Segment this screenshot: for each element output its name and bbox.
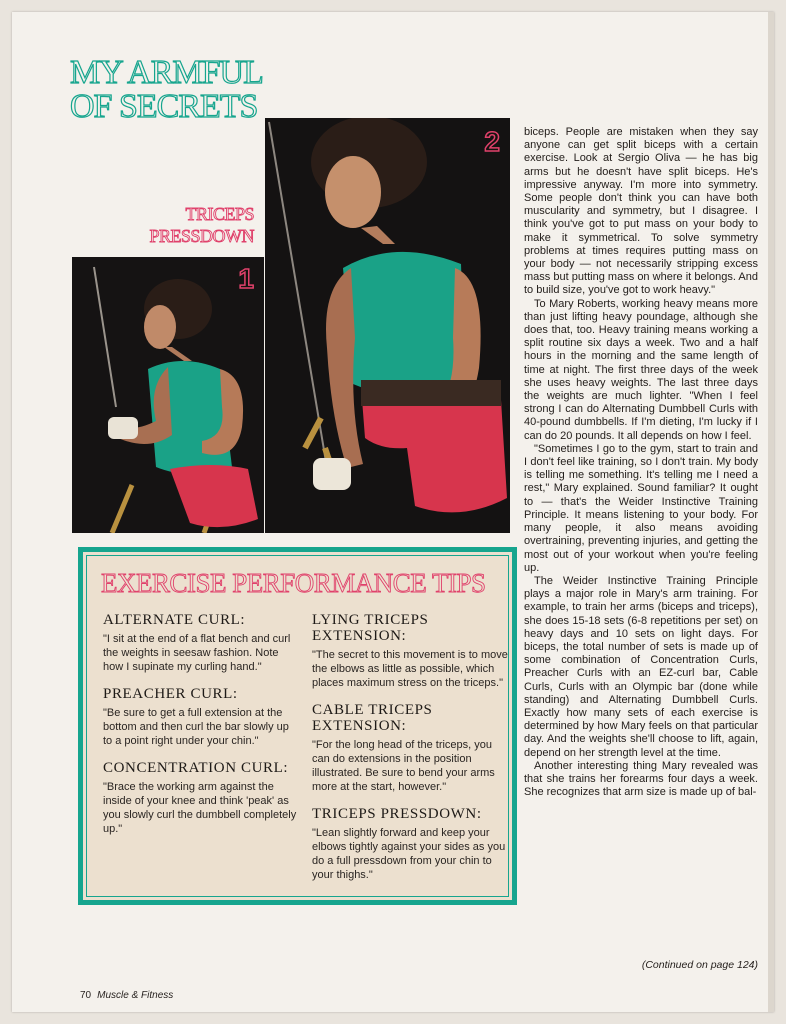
body-paragraph: biceps. People are mistaken when they say anyone can get split biceps with a certain exercise. Look at Sergio Oliva — he has big arms but he doesn't have split biceps. He's impressive anyway. I'm more into symmetry. Some people don't think you can have both muscularity and symmetry, but I disagree. I think you've got to put mass on your body to make it symmetrical. To solve symmetry problems at times requires putting mass on your body — not necessarily stripping excess mass but putting mass on where it belongs. And to build size, you've got to work heavy." [524, 126, 758, 297]
magazine-name: Muscle & Fitness [97, 990, 174, 1001]
photo-number-2: 2 [484, 126, 500, 157]
photo-triceps-pressdown-finish [265, 118, 510, 533]
body-paragraph: "Sometimes I go to the gym, start to train and I don't feel like training, so I don't train. My body is telling me something. It's telling me I need a rest," Mary explained. Sound familiar? It ought to — that's the Weider Instinctive Training Principle. It means listening to your body. For many people, it also means avoiding overtraining, preventing injuries, and getting the most out of your workout when you're feeling up. [524, 442, 758, 574]
tip-heading: CONCENTRATION CURL: [103, 760, 289, 776]
title-line-2: OF SECRETS [70, 88, 258, 125]
tips-title: EXERCISE PERFORMANCE TIPS [101, 568, 486, 598]
tip-text: "The secret to this movement is to move the elbows as little as possible, which places maximum stress on the triceps." [312, 649, 508, 689]
magazine-page [12, 12, 774, 1012]
tip-alternate-curl [103, 612, 299, 674]
tip-text: "Lean slightly forward and keep your elbows tightly against your sides as you do a full pressdown from your chin to your thighs." [312, 827, 506, 881]
photo-1-illustration [72, 257, 264, 533]
photo-caption [112, 203, 254, 247]
page-folio [80, 990, 173, 1001]
tip-triceps-pressdown [312, 806, 508, 882]
article-title [70, 56, 270, 124]
tip-concentration-curl [103, 760, 299, 836]
title-line-1: MY ARMFUL [70, 54, 263, 91]
tip-text: "For the long head of the triceps, you can do extensions in the position illustrated. Be sure to bend your arms more at the start, however." [312, 739, 495, 793]
body-paragraph: Another interesting thing Mary revealed was that she trains her forearms four days a week. She recognizes that arm size is made up of bal- [524, 759, 758, 799]
tip-heading: LYING TRICEPS EXTENSION: [312, 612, 429, 644]
caption-line-1: TRICEPS [185, 204, 254, 224]
tips-right-column [312, 612, 508, 894]
tip-lying-triceps-extension [312, 612, 508, 690]
tip-heading: TRICEPS PRESSDOWN: [312, 806, 482, 822]
body-paragraph: The Weider Instinctive Training Principle plays a major role in Mary's arm training. For example, to train her arms (biceps and triceps), she does 15-18 sets (6-8 repetitions per set) on heavy days and 10 sets on light days. For biceps, the total number of sets is made up of some combination of Concentration Curls, Preacher Curls with an EZ-curl bar, Cable Curls, Curls with an Olympic bar (done while standing) and Alternating Dumbbell Curls. Exactly how many sets of each exercise is determined by how Mary feels on that particular day. And the weights she'll choose to lift, again, depend on her strength level at the time. [524, 574, 758, 759]
tip-text: "Brace the working arm against the inside of your knee and think 'peak' as you slowly curl the dumbbell completely up." [103, 781, 297, 835]
article-body-column [524, 126, 758, 799]
body-paragraph: To Mary Roberts, working heavy means more than just lifting heavy poundage, although she does that, too. Heavy training means working a split routine six days a week. Two and a half hours in the morning and the same length of time at night. The first three days of the week she uses heavy weights. The last three days the weights are much lighter. "When I feel strong I can do Alternating Dumbbell Curls with 40-pound dumbbells. If I'm dieting, I'm lucky if I can do 20 pounds. It all depends on how I feel. [524, 297, 758, 442]
photo-triceps-pressdown-start [72, 257, 264, 533]
tip-heading: PREACHER CURL: [103, 686, 238, 702]
tip-preacher-curl [103, 686, 299, 748]
page-number: 70 [80, 990, 92, 1001]
tip-heading: CABLE TRICEPS EXTENSION: [312, 702, 433, 734]
tip-text: "I sit at the end of a flat bench and curl the weights in seesaw fashion. Note how I supinate my curling hand." [103, 633, 291, 673]
page-edge [768, 12, 774, 1012]
tip-heading: ALTERNATE CURL: [103, 612, 246, 628]
tips-left-column [103, 612, 299, 848]
tip-cable-triceps-extension [312, 702, 508, 794]
exercise-tips-box [78, 547, 517, 905]
caption-line-2: PRESSDOWN [149, 226, 254, 246]
continued-note: (Continued on page 124) [641, 959, 758, 971]
tip-text: "Be sure to get a full extension at the bottom and then curl the bar slowly up to a point right under your chin." [103, 707, 289, 747]
photo-2-illustration [265, 118, 510, 533]
photo-number-1: 1 [238, 263, 254, 294]
